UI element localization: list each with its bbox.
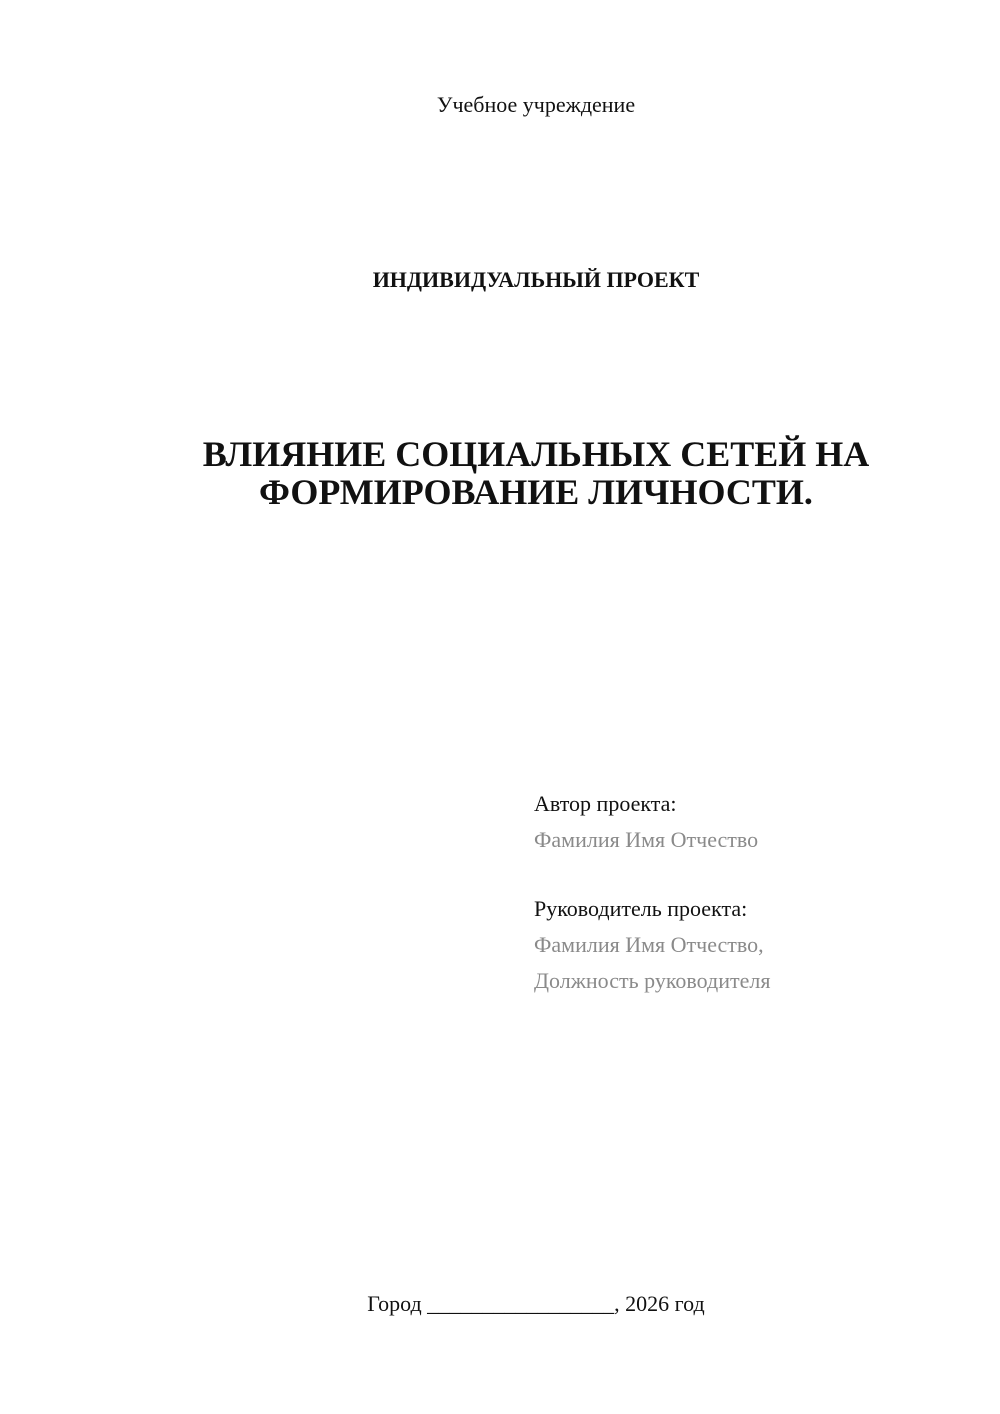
project-title-line-1: ВЛИЯНИЕ СОЦИАЛЬНЫХ СЕТЕЙ НА: [202, 434, 870, 474]
info-spacer: [534, 858, 974, 891]
author-name: Фамилия Имя Отчество: [534, 827, 759, 852]
city-year-footer: Город _________________, 2026 год: [367, 1291, 705, 1316]
supervisor-position: Должность руководителя: [534, 968, 771, 993]
project-type-heading: ИНДИВИДУАЛЬНЫЙ ПРОЕКТ: [372, 267, 700, 292]
project-info-block: [534, 786, 974, 999]
supervisor-name: Фамилия Имя Отчество,: [534, 932, 764, 957]
project-title-line-2: ФОРМИРОВАНИЕ ЛИЧНОСТИ.: [259, 472, 813, 512]
institution-name: Учебное учреждение: [436, 92, 636, 117]
project-title: [150, 435, 922, 511]
author-label: Автор проекта:: [534, 791, 677, 816]
supervisor-label: Руководитель проекта:: [534, 896, 748, 921]
